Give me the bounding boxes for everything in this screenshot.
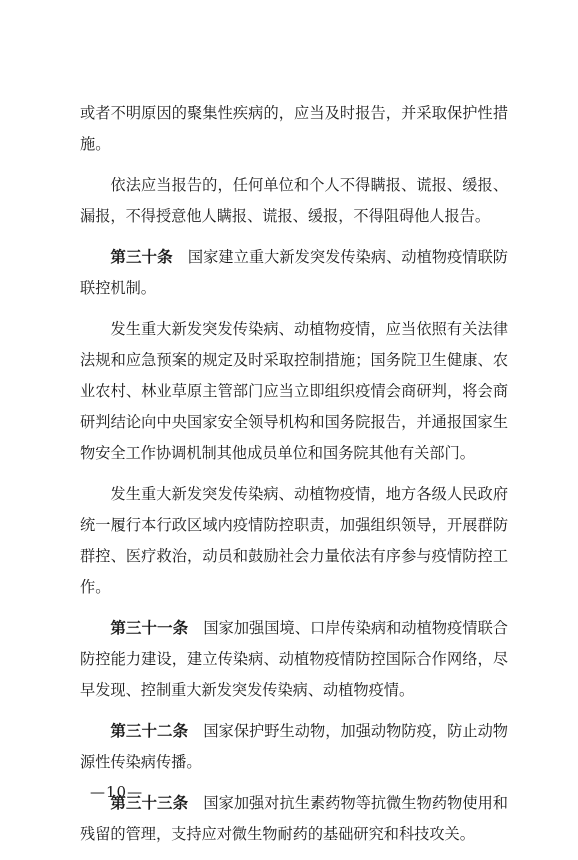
- paragraph: [80, 479, 508, 603]
- article-number: 第三十条: [110, 248, 173, 266]
- article-32: [80, 716, 508, 778]
- article-33: [80, 788, 508, 850]
- paragraph-continuation: [80, 98, 508, 160]
- paragraph-text: 发生重大新发突发传染病、动植物疫情，应当依照有关法律法规和应急预案的规定及时采取控制措施；国务院卫生健康、农业农村、林业草原主管部门应当立即组织疫情会商研判，将会商研判结论向中央国家安全领导机构和国务院报告，并通报国家生物安全工作协调机制其他成员单位和国务院其他有关部门。: [80, 320, 508, 462]
- page-number: —10—: [90, 783, 144, 801]
- paragraph-text: 或者不明原因的聚集性疾病的，应当及时报告，并采取保护性措施。: [80, 104, 508, 153]
- article-number: 第三十二条: [110, 722, 189, 740]
- paragraph: [80, 314, 508, 469]
- paragraph-text: 国家加强对抗生素药物等抗微生物药物使用和残留的管理，支持应对微生物耐药的基础研究和科技攻关。: [80, 794, 508, 843]
- article-number: 第三十一条: [110, 619, 189, 637]
- paragraph-text: 国家保护野生动物，加强动物防疫，防止动物源性传染病传播。: [80, 722, 508, 771]
- paragraph-text: 国家建立重大新发突发传染病、动植物疫情联防联控机制。: [80, 248, 508, 297]
- document-body: [80, 98, 508, 860]
- paragraph-text: 国家加强国境、口岸传染病和动植物疫情联合防控能力建设，建立传染病、动植物疫情防控国际合作网络，尽早发现、控制重大新发突发传染病、动植物疫情。: [80, 619, 508, 699]
- article-number: 第三十三条: [110, 794, 189, 812]
- paragraph-text: 依法应当报告的，任何单位和个人不得瞒报、谎报、缓报、漏报，不得授意他人瞒报、谎报、缓报，不得阻碍他人报告。: [80, 176, 508, 225]
- article-30: [80, 242, 508, 304]
- paragraph-text: 发生重大新发突发传染病、动植物疫情，地方各级人民政府统一履行本行政区域内疫情防控职责，加强组织领导，开展群防群控、医疗救治，动员和鼓励社会力量依法有序参与疫情防控工作。: [80, 485, 508, 596]
- paragraph: [80, 170, 508, 232]
- article-31: [80, 613, 508, 706]
